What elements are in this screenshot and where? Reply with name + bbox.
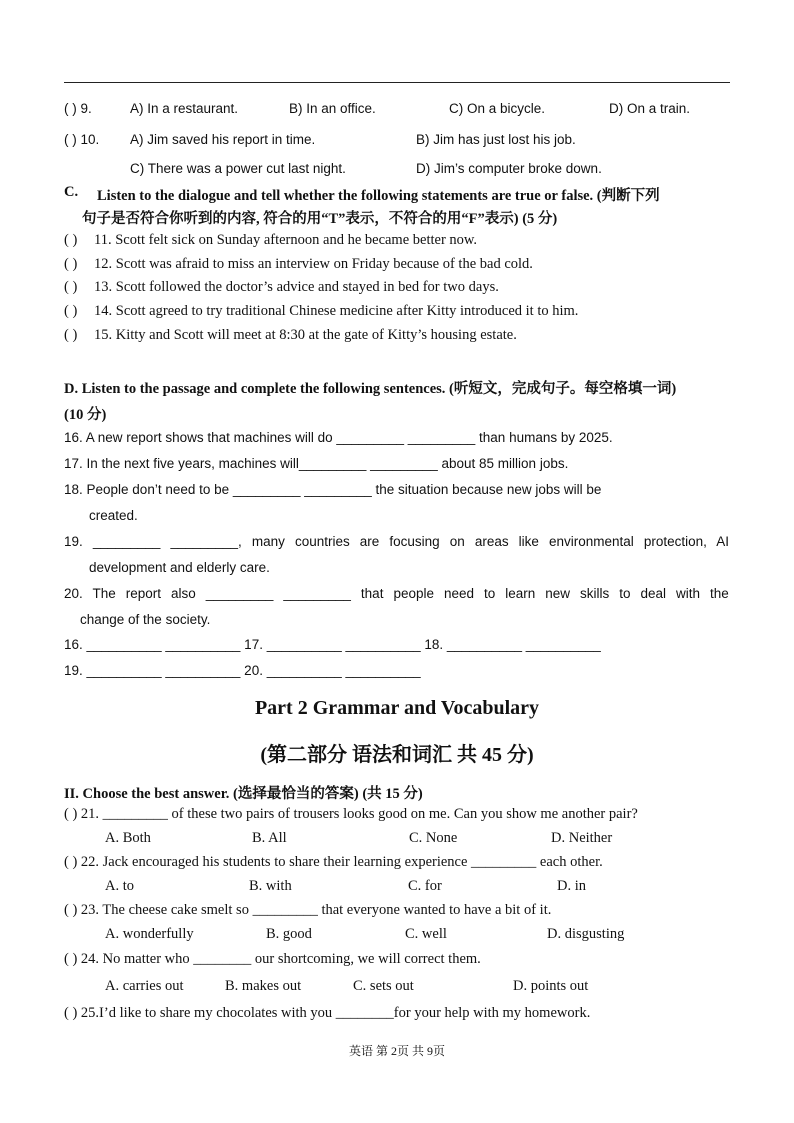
q23-stem: ( ) 23. The cheese cake smelt so _________ that everyone wanted to have a bit of it. <box>64 902 552 918</box>
q10-number: ( ) 10. <box>64 132 100 147</box>
q21-stem: ( ) 21. _________ of these two pairs of trousers looks good on me. Can you show me another pair? <box>64 806 638 822</box>
q18-sentence-line1: 18. People don’t need to be _________ _________ the situation because new jobs will be <box>64 482 602 497</box>
q25-stem: ( ) 25.I’d like to share my chocolates with you ________for your help with my homework. <box>64 1005 591 1021</box>
q21-option-a: A. Both <box>105 830 151 846</box>
q12-statement: 12. Scott was afraid to miss an interview on Friday because of the bad cold. <box>94 256 533 272</box>
q24-option-c: C. sets out <box>353 978 414 994</box>
q20-sentence-line2: change of the society. <box>80 612 211 627</box>
q22-option-c: C. for <box>408 878 442 894</box>
q14-blank: ( ) <box>64 303 78 319</box>
q22-option-b: B. with <box>249 878 292 894</box>
q17-sentence: 17. In the next five years, machines will_________ _________ about 85 million jobs. <box>64 456 569 471</box>
q10-option-b: B) Jim has just lost his job. <box>416 132 576 147</box>
q9-option-b: B) In an office. <box>289 101 376 116</box>
q9-option-c: C) On a bicycle. <box>449 101 546 116</box>
header-rule <box>64 82 730 83</box>
section-c-label: C. <box>64 184 79 200</box>
q23-option-c: C. well <box>405 926 447 942</box>
section-d-instruction-line1: D. Listen to the passage and complete the following sentences. (听短文，完成句子。每空格填一词) <box>64 381 677 397</box>
q9-number: ( ) 9. <box>64 101 92 116</box>
q13-blank: ( ) <box>64 279 78 295</box>
q11-statement: 11. Scott felt sick on Sunday afternoon and he became better now. <box>94 232 478 248</box>
q22-option-d: D. in <box>557 878 586 894</box>
q21-option-c: C. None <box>409 830 458 846</box>
q23-option-b: B. good <box>266 926 312 942</box>
part2-title: Part 2 Grammar and Vocabulary <box>254 697 540 719</box>
q19-sentence-line2: development and elderly care. <box>89 560 270 575</box>
q21-option-d: D. Neither <box>551 830 613 846</box>
q15-statement: 15. Kitty and Scott will meet at 8:30 at the gate of Kitty’s housing estate. <box>94 327 517 343</box>
q10-option-c: C) There was a power cut last night. <box>130 161 346 176</box>
q19-sentence-line1: 19. _________ _________, many countries are focusing on areas like environmental protection, AI <box>64 534 729 549</box>
q23-option-a: A. wonderfully <box>105 926 194 942</box>
q20-sentence-line1: 20. The report also _________ _________ that people need to learn new skills to deal with the <box>64 586 729 601</box>
q24-option-a: A. carries out <box>105 978 184 994</box>
q15-blank: ( ) <box>64 327 78 343</box>
q14-statement: 14. Scott agreed to try traditional Chinese medicine after Kitty introduced it to him. <box>94 303 579 319</box>
q9-option-d: D) On a train. <box>609 101 691 116</box>
q11-blank: ( ) <box>64 232 78 248</box>
q24-option-b: B. makes out <box>225 978 302 994</box>
q23-option-d: D. disgusting <box>547 926 625 942</box>
page-footer: 英语 第 2页 共 9页 <box>348 1044 445 1058</box>
q24-option-d: D. points out <box>513 978 589 994</box>
answer-row-16-18: 16. __________ __________ 17. __________ __________ 18. __________ __________ <box>64 637 601 652</box>
q12-blank: ( ) <box>64 256 78 272</box>
section-ii-heading: II. Choose the best answer. (选择最恰当的答案) (共 15 分) <box>64 786 423 802</box>
q21-option-b: B. All <box>252 830 287 846</box>
section-c-instruction-line2: 句子是否符合你听到的内容, 符合的用“T”表示，不符合的用“F”表示) (5 分) <box>82 211 558 227</box>
section-d-instruction-line2: (10 分) <box>64 407 107 423</box>
q24-stem: ( ) 24. No matter who ________ our shortcoming, we will correct them. <box>64 951 481 967</box>
section-c-instruction-line1: Listen to the dialogue and tell whether the following statements are true or false. (判断下列 <box>97 188 660 204</box>
part2-subtitle: (第二部分 语法和词汇 共 45 分) <box>260 744 534 766</box>
q13-statement: 13. Scott followed the doctor’s advice and stayed in bed for two days. <box>94 279 499 295</box>
answer-row-19-20: 19. __________ __________ 20. __________ __________ <box>64 663 421 678</box>
q10-option-a: A) Jim saved his report in time. <box>130 132 316 147</box>
q16-sentence: 16. A new report shows that machines will do _________ _________ than humans by 2025. <box>64 430 613 445</box>
q10-option-d: D) Jim’s computer broke down. <box>416 161 602 176</box>
q22-option-a: A. to <box>105 878 134 894</box>
q22-stem: ( ) 22. Jack encouraged his students to share their learning experience _________ each other. <box>64 854 603 870</box>
q18-sentence-line2: created. <box>89 508 138 523</box>
q9-option-a: A) In a restaurant. <box>130 101 239 116</box>
